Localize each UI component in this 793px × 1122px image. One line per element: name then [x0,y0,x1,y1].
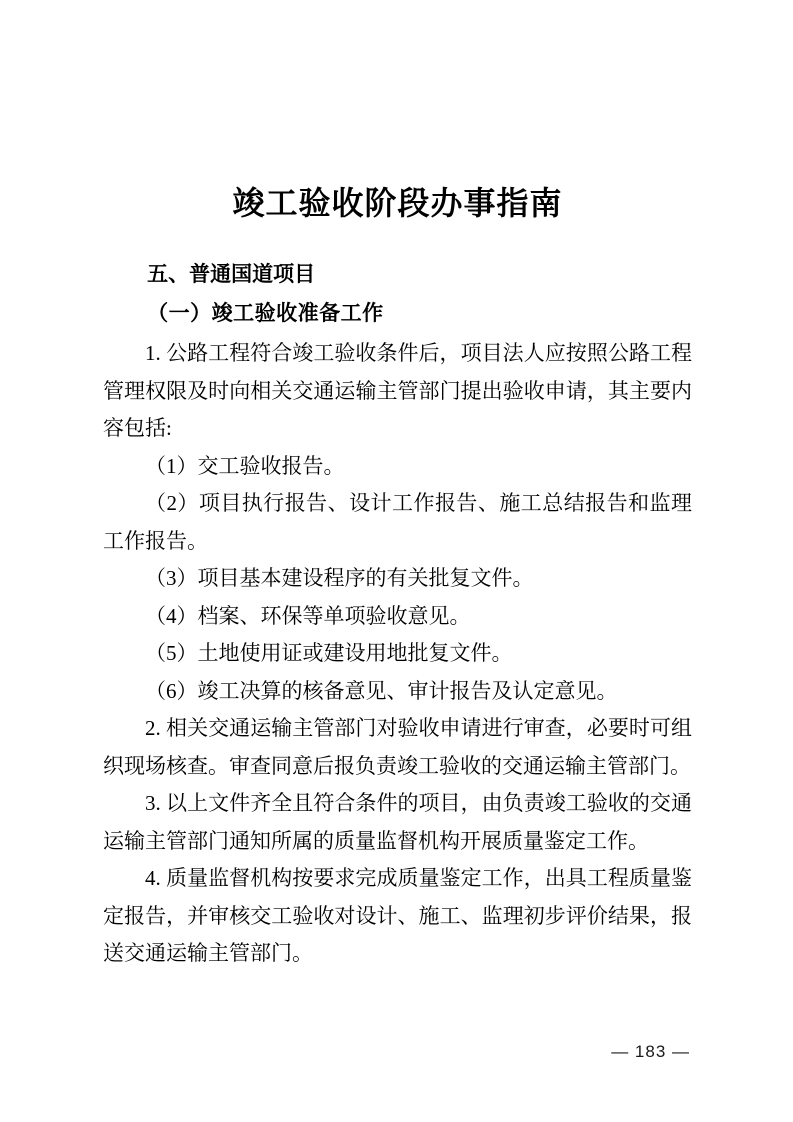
document-title: 竣工验收阶段办事指南 [232,185,563,221]
paragraph-notify-quality-supervision: 3. 以上文件齐全且符合条件的项目，由负责竣工验收的交通运输主管部门通知所属的质量监督机构开展质量鉴定工作。 [103,791,692,853]
section-heading: 五、普通国道项目 [147,263,316,286]
list-item-1: （1）交工验收报告。 [145,453,345,478]
list-item-3: （3）项目基本建设程序的有关批复文件。 [145,566,534,590]
page-number: — 183 — [611,1042,690,1061]
paragraph-application-requirements: 1. 公路工程符合竣工验收条件后，项目法人应按照公路工程管理权限及时向相关交通运输主管部门提出验收申请，其主要内容包括: [103,341,692,440]
list-item-6: （6）竣工决算的核备意见、审计报告及认定意见。 [145,678,618,703]
list-item-4: （4）档案、环保等单项验收意见。 [145,603,471,628]
list-item-2: （2）项目执行报告、设计工作报告、施工总结报告和监理工作报告。 [103,491,692,553]
document-content [103,0,692,973]
list-item-5: （5）土地使用证或建设用地批复文件。 [145,641,513,665]
paragraph-quality-appraisal: 4. 质量监督机构按要求完成质量鉴定工作，出具工程质量鉴定报告，并审核交工验收对设计、施工、监理初步评价结果，报送交通运输主管部门。 [103,866,692,965]
subsection-heading: （一）竣工验收准备工作 [147,301,384,325]
paragraph-review-process: 2. 相关交通运输主管部门对验收申请进行审查，必要时可组织现场核查。审查同意后报负责竣工验收的交通运输主管部门。 [103,716,692,778]
